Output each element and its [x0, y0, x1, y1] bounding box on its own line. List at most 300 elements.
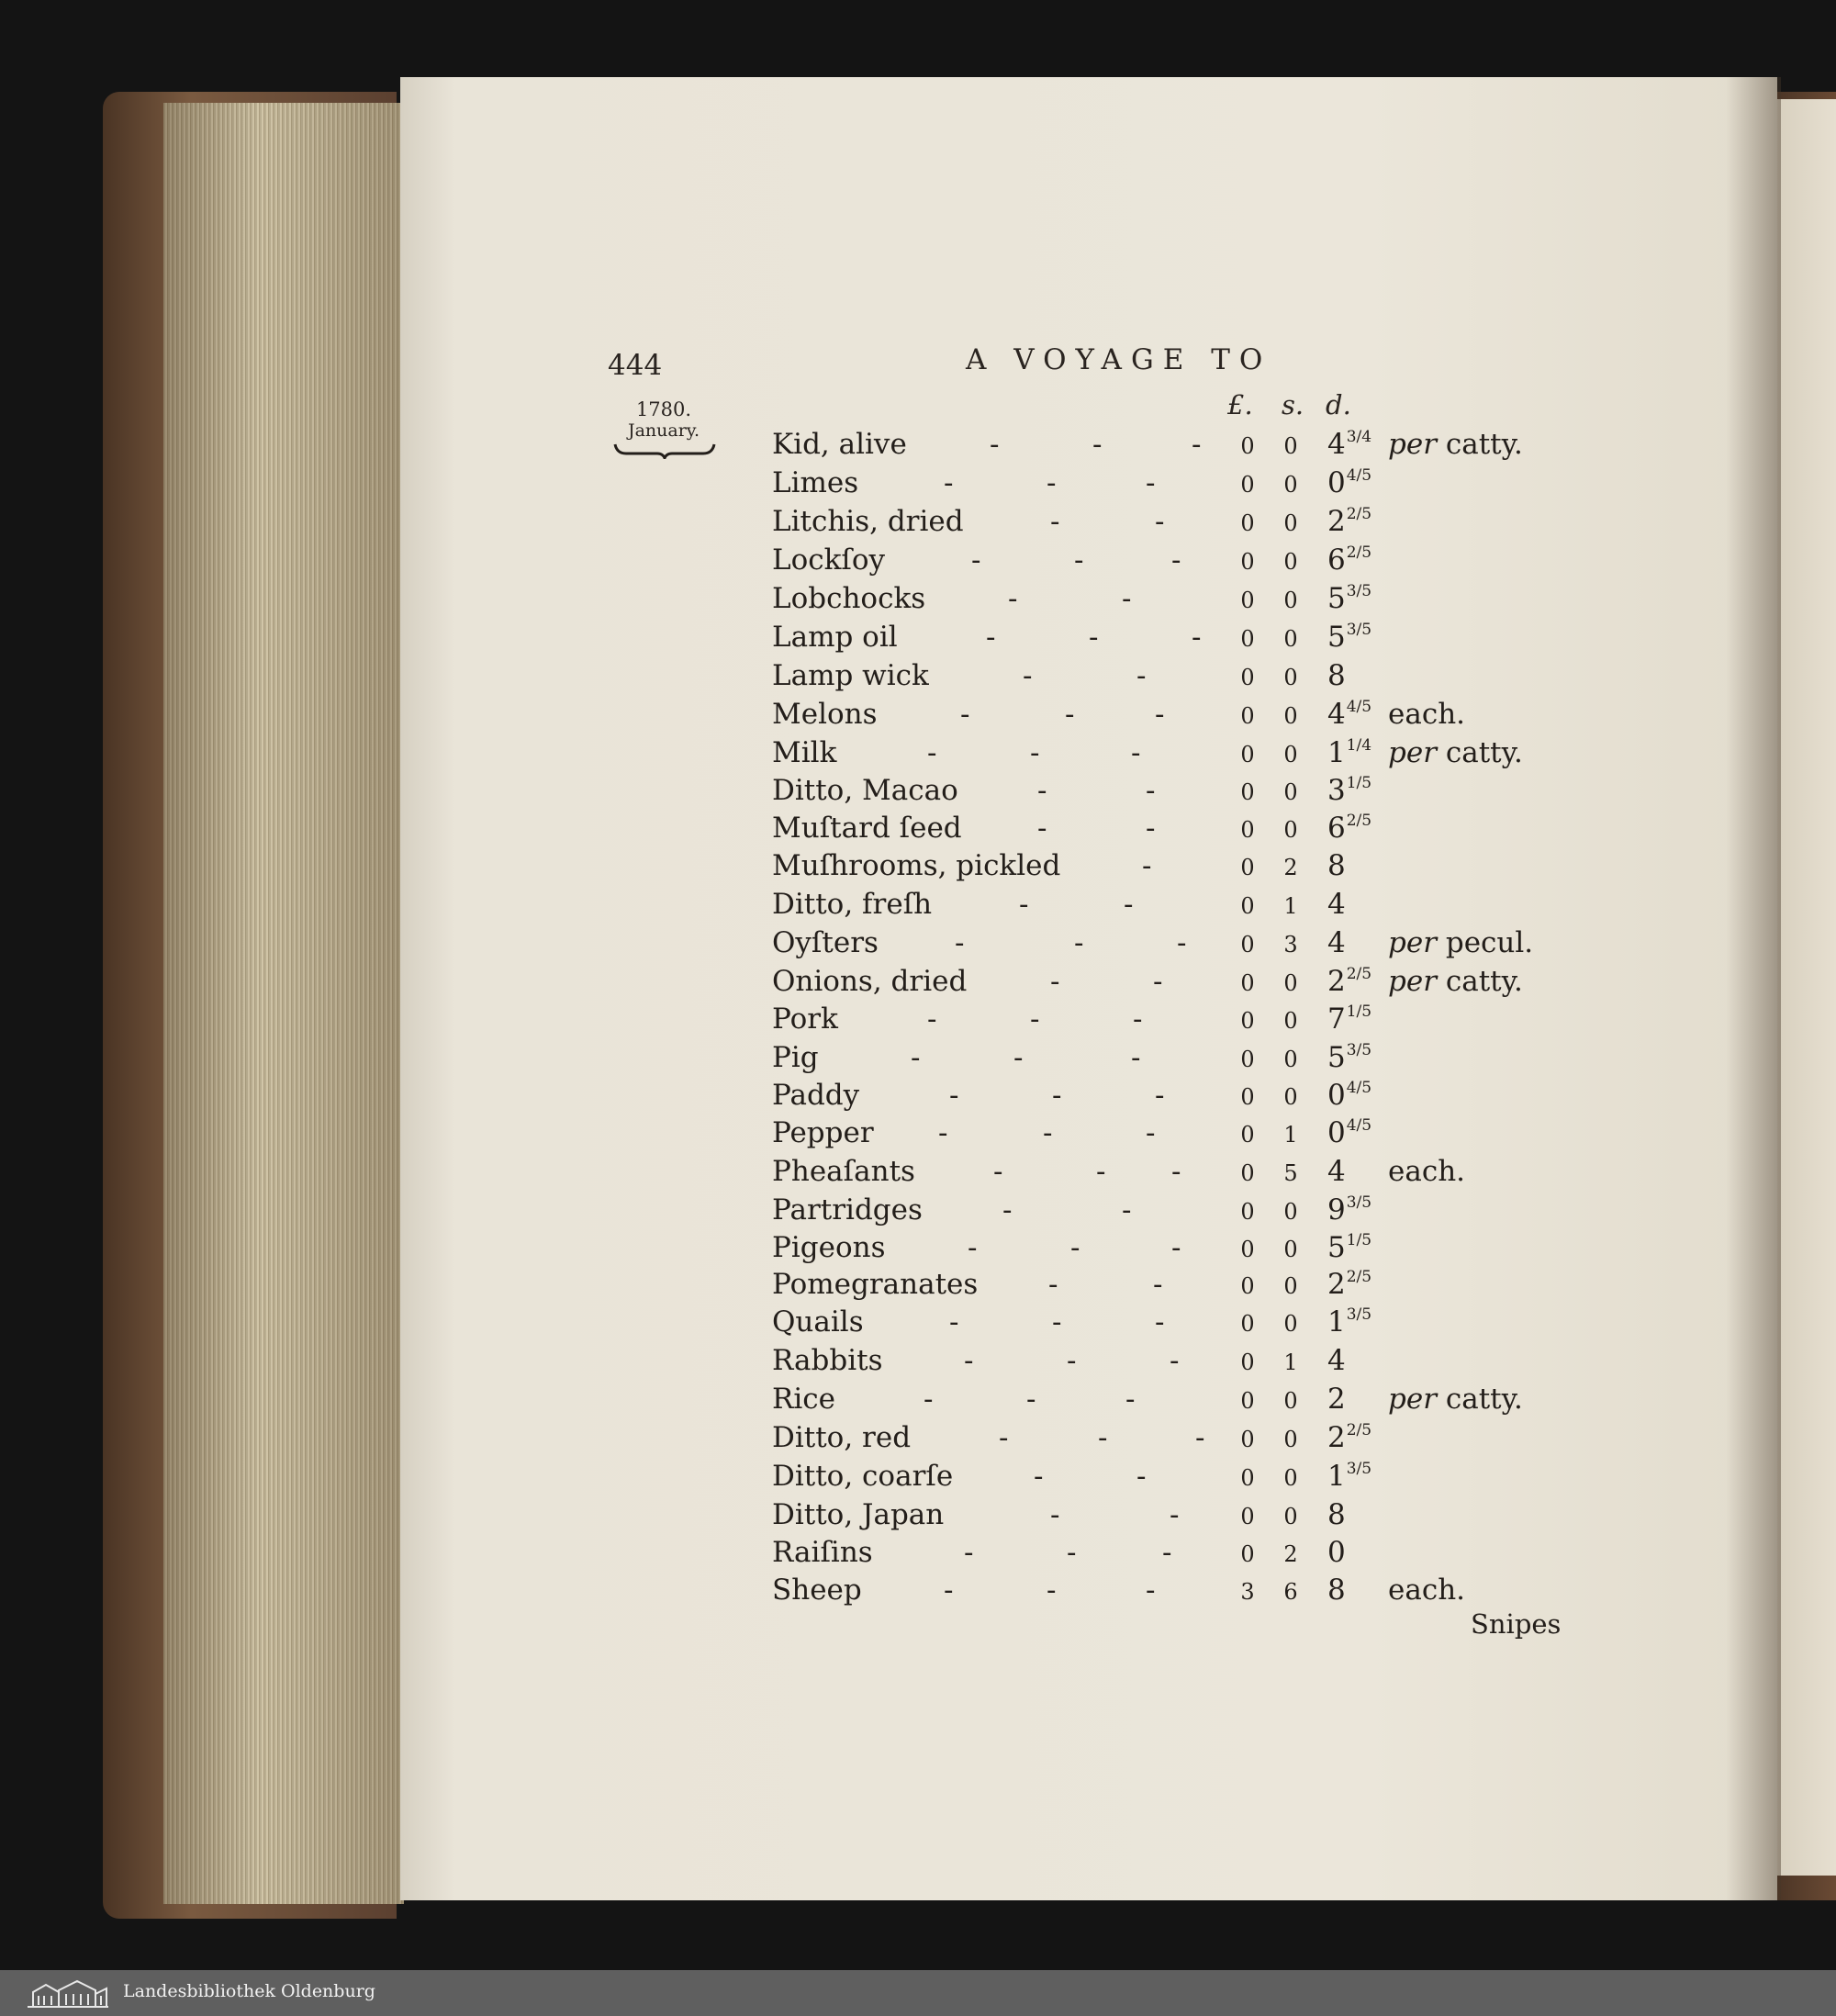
leader-dash: - — [1155, 505, 1165, 538]
shillings-value: 6 — [1283, 1579, 1298, 1605]
pence-fraction: 4/5 — [1346, 466, 1372, 485]
pence-fraction: 3/4 — [1346, 428, 1372, 446]
table-row — [0, 1305, 1377, 1344]
pounds-value: 0 — [1240, 549, 1255, 575]
table-row — [0, 543, 1377, 582]
pence-fraction: 1/4 — [1346, 736, 1372, 755]
unit-note-italic: per — [1388, 428, 1438, 461]
shillings-value: 0 — [1283, 1047, 1298, 1072]
leader-dash: - — [1047, 466, 1057, 499]
pence-value — [1327, 1268, 1371, 1301]
leader-dash: - — [1089, 621, 1099, 654]
pence-fraction: 2/5 — [1346, 505, 1372, 523]
pounds-value: 0 — [1240, 1465, 1255, 1491]
pence-whole: 4 — [1327, 926, 1346, 959]
pounds-value: 0 — [1240, 433, 1255, 459]
leader-dash: - — [1142, 849, 1152, 882]
pounds-value: 0 — [1240, 1273, 1255, 1299]
running-head: A VOYAGE TO — [966, 343, 1272, 376]
unit-note-text: catty. — [1437, 965, 1523, 998]
table-row — [0, 965, 1523, 1003]
item-name: Melons — [772, 698, 878, 731]
pence-whole: 6 — [1327, 812, 1346, 845]
unit-note-italic: per — [1388, 736, 1438, 769]
pounds-value: 0 — [1240, 1350, 1255, 1375]
shillings-value: 5 — [1283, 1160, 1298, 1186]
item-name: Pig — [772, 1041, 819, 1074]
leader-dash: - — [1013, 1041, 1024, 1074]
leader-dash: - — [1008, 582, 1018, 615]
table-row — [0, 1536, 1377, 1574]
leader-dash: - — [1131, 736, 1141, 769]
shillings-value: 0 — [1283, 626, 1298, 652]
pence-value — [1327, 1383, 1346, 1416]
leader-dash: - — [938, 1116, 948, 1149]
leader-dash: - — [955, 926, 965, 959]
leader-dash: - — [1002, 1193, 1013, 1226]
pence-whole: 5 — [1327, 621, 1346, 654]
item-name: Ditto, coarſe — [772, 1460, 954, 1493]
pence-whole: 4 — [1327, 888, 1346, 921]
pence-value — [1327, 1460, 1371, 1493]
item-name: Kid, alive — [772, 428, 907, 461]
unit-note — [1388, 926, 1533, 959]
pence-value — [1327, 1574, 1346, 1607]
unit-note — [1388, 736, 1523, 769]
pence-value — [1327, 1002, 1371, 1036]
unit-note — [1388, 1383, 1523, 1416]
shillings-value: 1 — [1283, 1122, 1298, 1148]
item-name: Muſhrooms, pickled — [772, 849, 1061, 882]
pence-fraction: 3/5 — [1346, 621, 1372, 639]
pounds-value: 0 — [1240, 855, 1255, 880]
shillings-value: 0 — [1283, 1427, 1298, 1452]
pence-whole: 2 — [1327, 1268, 1346, 1301]
pence-value — [1327, 736, 1371, 769]
unit-note-text: pecul. — [1437, 926, 1534, 959]
pence-fraction: 4/5 — [1346, 1079, 1372, 1097]
table-row — [0, 812, 1377, 850]
leader-dash: - — [1170, 1498, 1180, 1531]
pounds-value: 0 — [1240, 510, 1255, 536]
pounds-value: 3 — [1240, 1579, 1255, 1605]
side-note-month: January. — [627, 420, 700, 441]
leader-dash: - — [1050, 965, 1060, 998]
pounds-value: 0 — [1240, 779, 1255, 805]
leader-dash: - — [964, 1536, 974, 1569]
leader-dash: - — [971, 543, 981, 577]
leader-dash: - — [1070, 1231, 1080, 1264]
pence-fraction: 2/5 — [1346, 1421, 1372, 1439]
table-row — [0, 505, 1377, 543]
leader-dash: - — [1171, 1231, 1181, 1264]
pence-fraction: 3/5 — [1346, 582, 1372, 600]
leader-dash: - — [1146, 1574, 1156, 1607]
pence-value — [1327, 1305, 1371, 1338]
leader-dash: - — [1171, 543, 1181, 577]
column-head-shillings: s. — [1282, 389, 1304, 420]
leader-dash: - — [1052, 1305, 1062, 1338]
item-name: Muſtard ſeed — [772, 812, 962, 845]
leader-dash: - — [1050, 505, 1060, 538]
pence-whole: 5 — [1327, 582, 1346, 615]
item-name: Pigeons — [772, 1231, 886, 1264]
unit-note-italic: per — [1388, 1383, 1438, 1416]
unit-note-italic: per — [1388, 926, 1438, 959]
shillings-value: 0 — [1283, 472, 1298, 498]
item-name: Ditto, freſh — [772, 888, 933, 921]
pence-fraction: 4/5 — [1346, 1116, 1372, 1135]
pounds-value: 0 — [1240, 893, 1255, 919]
leader-dash: - — [949, 1079, 959, 1112]
item-name: Lockſoy — [772, 543, 886, 577]
pence-whole: 8 — [1327, 849, 1346, 882]
leader-dash: - — [960, 698, 970, 731]
book-page — [400, 77, 1777, 1900]
item-name: Milk — [772, 736, 837, 769]
pounds-value: 0 — [1240, 932, 1255, 958]
leader-dash: - — [944, 466, 954, 499]
leader-dash: - — [1065, 698, 1075, 731]
pence-value — [1327, 774, 1371, 807]
pounds-value: 0 — [1240, 970, 1255, 996]
pounds-value: 0 — [1240, 1237, 1255, 1262]
shillings-value: 0 — [1283, 665, 1298, 690]
pence-fraction: 2/5 — [1346, 965, 1372, 983]
pounds-value: 0 — [1240, 1199, 1255, 1225]
side-note-year: 1780. — [635, 398, 692, 420]
leader-dash: - — [1067, 1536, 1077, 1569]
leader-dash: - — [1043, 1116, 1053, 1149]
pence-whole: 4 — [1327, 698, 1346, 731]
table-row — [0, 926, 1534, 965]
shillings-value: 0 — [1283, 1388, 1298, 1414]
pence-fraction: 1/5 — [1346, 1002, 1372, 1021]
pounds-value: 0 — [1240, 665, 1255, 690]
pence-whole: 5 — [1327, 1041, 1346, 1074]
table-row — [0, 1231, 1377, 1270]
leader-dash: - — [1067, 1344, 1077, 1377]
leader-dash: - — [1124, 888, 1134, 921]
unit-note — [1388, 698, 1465, 731]
table-row — [0, 736, 1523, 775]
pence-value — [1327, 1498, 1346, 1531]
leader-dash: - — [1096, 1155, 1106, 1188]
pounds-value: 0 — [1240, 742, 1255, 767]
pence-fraction: 3/5 — [1346, 1460, 1372, 1478]
shillings-value: 0 — [1283, 817, 1298, 843]
leader-dash: - — [1136, 1460, 1147, 1493]
leader-dash: - — [1155, 698, 1165, 731]
unit-note — [1388, 1574, 1465, 1607]
leader-dash: - — [1092, 428, 1103, 461]
pence-whole: 8 — [1327, 1498, 1346, 1531]
shillings-value: 0 — [1283, 779, 1298, 805]
pounds-value: 0 — [1240, 1008, 1255, 1034]
pounds-value: 0 — [1240, 1160, 1255, 1186]
shillings-value: 0 — [1283, 1311, 1298, 1337]
item-name: Paddy — [772, 1079, 860, 1112]
unit-note-italic: per — [1388, 965, 1438, 998]
shillings-value: 0 — [1283, 970, 1298, 996]
table-row — [0, 1421, 1377, 1460]
pounds-value: 0 — [1240, 1311, 1255, 1337]
leader-dash: - — [1050, 1498, 1060, 1531]
pence-value — [1327, 428, 1371, 461]
table-row — [0, 1460, 1377, 1498]
pence-fraction: 3/5 — [1346, 1193, 1372, 1212]
table-row — [0, 1574, 1466, 1612]
pounds-value: 0 — [1240, 1504, 1255, 1529]
table-row — [0, 621, 1377, 659]
leader-dash: - — [1048, 1268, 1058, 1301]
item-name: Raiſins — [772, 1536, 873, 1569]
pence-fraction: 1/5 — [1346, 774, 1372, 792]
leader-dash: - — [1052, 1079, 1062, 1112]
shillings-value: 0 — [1283, 549, 1298, 575]
leader-dash: - — [993, 1155, 1003, 1188]
pounds-value: 0 — [1240, 588, 1255, 613]
pence-value — [1327, 812, 1371, 845]
footer-bar — [0, 1970, 1836, 2016]
pence-value — [1327, 1193, 1371, 1226]
leader-dash: - — [924, 1383, 934, 1416]
pence-value — [1327, 698, 1371, 731]
pence-value — [1327, 965, 1371, 998]
pounds-value: 0 — [1240, 626, 1255, 652]
shillings-value: 1 — [1283, 893, 1298, 919]
unit-note-text: catty. — [1437, 428, 1523, 461]
pence-whole: 2 — [1327, 505, 1346, 538]
pounds-value: 0 — [1240, 1427, 1255, 1452]
item-name: Ditto, Japan — [772, 1498, 945, 1531]
table-row — [0, 774, 1377, 812]
shillings-value: 0 — [1283, 510, 1298, 536]
gutter-shadow — [1726, 77, 1781, 1900]
pence-whole: 7 — [1327, 1002, 1346, 1036]
shillings-value: 0 — [1283, 1199, 1298, 1225]
pence-value — [1327, 582, 1371, 615]
pence-whole: 2 — [1327, 1421, 1346, 1454]
pence-whole: 1 — [1327, 1305, 1346, 1338]
leader-dash: - — [1019, 888, 1029, 921]
table-row — [0, 428, 1523, 466]
leader-dash: - — [1192, 621, 1202, 654]
item-name: Pepper — [772, 1116, 874, 1149]
pounds-value: 0 — [1240, 1084, 1255, 1110]
pence-value — [1327, 1155, 1346, 1188]
leader-dash: - — [968, 1231, 978, 1264]
table-row — [0, 1193, 1377, 1232]
table-row — [0, 1344, 1377, 1383]
facing-page — [1776, 99, 1836, 1876]
leader-dash: - — [1192, 428, 1202, 461]
item-name: Pork — [772, 1002, 838, 1036]
leader-dash: - — [1171, 1155, 1181, 1188]
pence-value — [1327, 1116, 1371, 1149]
pence-whole: 8 — [1327, 659, 1346, 692]
leader-dash: - — [1131, 1041, 1141, 1074]
unit-note-text: each. — [1388, 698, 1466, 731]
column-head-pence: d. — [1326, 389, 1351, 420]
leader-dash: - — [1170, 1344, 1180, 1377]
pence-value — [1327, 1421, 1371, 1454]
leader-dash: - — [1146, 1116, 1156, 1149]
unit-note — [1388, 428, 1523, 461]
catchword: Snipes — [1471, 1608, 1562, 1640]
pence-fraction: 2/5 — [1346, 812, 1372, 830]
leader-dash: - — [1146, 774, 1156, 807]
leader-dash: - — [1034, 1460, 1044, 1493]
leader-dash: - — [1146, 812, 1156, 845]
pence-whole: 4 — [1327, 428, 1346, 461]
item-name: Lamp wick — [772, 659, 929, 692]
table-row — [0, 1041, 1377, 1080]
item-name: Litchis, dried — [772, 505, 964, 538]
pounds-value: 0 — [1240, 472, 1255, 498]
leader-dash: - — [927, 1002, 937, 1036]
table-row — [0, 582, 1377, 621]
table-row — [0, 1383, 1523, 1421]
leader-dash: - — [1153, 965, 1163, 998]
pence-whole: 0 — [1327, 1079, 1346, 1112]
shillings-value: 2 — [1283, 855, 1298, 880]
table-row — [0, 1155, 1466, 1193]
pence-value — [1327, 1536, 1346, 1569]
pence-fraction: 1/5 — [1346, 1231, 1372, 1249]
shillings-value: 0 — [1283, 742, 1298, 767]
pence-whole: 0 — [1327, 1116, 1346, 1149]
leader-dash: - — [1146, 466, 1156, 499]
leader-dash: - — [1155, 1079, 1165, 1112]
leader-dash: - — [1030, 1002, 1040, 1036]
table-row — [0, 1268, 1377, 1306]
table-row — [0, 1116, 1377, 1155]
pence-whole: 1 — [1327, 1460, 1346, 1493]
leader-dash: - — [1026, 1383, 1036, 1416]
leader-dash: - — [1047, 1574, 1057, 1607]
shillings-value: 0 — [1283, 1084, 1298, 1110]
pence-whole: 1 — [1327, 736, 1346, 769]
item-name: Rice — [772, 1383, 835, 1416]
leader-dash: - — [1023, 659, 1033, 692]
table-row — [0, 659, 1377, 698]
leader-dash: - — [1037, 774, 1047, 807]
pence-whole: 4 — [1327, 1155, 1346, 1188]
leader-dash: - — [1122, 582, 1132, 615]
shillings-value: 0 — [1283, 703, 1298, 729]
pence-value — [1327, 505, 1371, 538]
pence-whole: 8 — [1327, 1574, 1346, 1607]
item-name: Pheaſants — [772, 1155, 915, 1188]
pounds-value: 0 — [1240, 1047, 1255, 1072]
pence-whole: 2 — [1327, 1383, 1346, 1416]
leader-dash: - — [1133, 1002, 1143, 1036]
pounds-value: 0 — [1240, 817, 1255, 843]
item-name: Ditto, Macao — [772, 774, 958, 807]
pence-whole: 0 — [1327, 466, 1346, 499]
pence-value — [1327, 659, 1346, 692]
leader-dash: - — [1153, 1268, 1163, 1301]
table-row — [0, 888, 1377, 926]
leader-dash: - — [1136, 659, 1147, 692]
table-row — [0, 849, 1377, 888]
pence-value — [1327, 849, 1346, 882]
leader-dash: - — [1162, 1536, 1172, 1569]
column-head-pounds: £. — [1227, 389, 1253, 420]
pounds-value: 0 — [1240, 1388, 1255, 1414]
pence-value — [1327, 1344, 1346, 1377]
leader-dash: - — [1074, 926, 1084, 959]
pence-fraction: 4/5 — [1346, 698, 1372, 716]
pence-value — [1327, 1041, 1371, 1074]
leader-dash: - — [949, 1305, 959, 1338]
shillings-value: 0 — [1283, 433, 1298, 459]
shillings-value: 2 — [1283, 1541, 1298, 1567]
leader-dash: - — [911, 1041, 921, 1074]
leader-dash: - — [1125, 1383, 1136, 1416]
unit-note — [1388, 1155, 1465, 1188]
library-building-icon — [24, 1977, 112, 2009]
leader-dash: - — [986, 621, 996, 654]
pence-fraction: 3/5 — [1346, 1041, 1372, 1059]
pence-value — [1327, 888, 1346, 921]
pounds-value: 0 — [1240, 1122, 1255, 1148]
item-name: Pomegranates — [772, 1268, 979, 1301]
item-name: Partridges — [772, 1193, 923, 1226]
leader-dash: - — [1074, 543, 1084, 577]
leader-dash: - — [1122, 1193, 1132, 1226]
leader-dash: - — [1030, 736, 1040, 769]
pounds-value: 0 — [1240, 703, 1255, 729]
leader-dash: - — [1037, 812, 1047, 845]
shillings-value: 0 — [1283, 588, 1298, 613]
page-number: 444 — [608, 349, 663, 382]
leader-dash: - — [1098, 1421, 1108, 1454]
table-row — [0, 1498, 1377, 1537]
pence-whole: 6 — [1327, 543, 1346, 577]
pence-value — [1327, 926, 1346, 959]
item-name: Limes — [772, 466, 859, 499]
unit-note-text: each. — [1388, 1155, 1466, 1188]
pence-whole: 4 — [1327, 1344, 1346, 1377]
item-name: Lobchocks — [772, 582, 926, 615]
leader-dash: - — [999, 1421, 1009, 1454]
table-row — [0, 1002, 1377, 1041]
pence-whole: 9 — [1327, 1193, 1346, 1226]
pence-fraction: 2/5 — [1346, 543, 1372, 562]
unit-note — [1388, 965, 1523, 998]
pence-value — [1327, 1079, 1371, 1112]
pence-value — [1327, 1231, 1371, 1264]
shillings-value: 0 — [1283, 1504, 1298, 1529]
unit-note-text: each. — [1388, 1574, 1466, 1607]
shillings-value: 3 — [1283, 932, 1298, 958]
pence-whole: 2 — [1327, 965, 1346, 998]
item-name: Onions, dried — [772, 965, 968, 998]
shillings-value: 1 — [1283, 1350, 1298, 1375]
leader-dash: - — [964, 1344, 974, 1377]
leader-dash: - — [927, 736, 937, 769]
unit-note-text: catty. — [1437, 1383, 1523, 1416]
pence-whole: 3 — [1327, 774, 1346, 807]
shillings-value: 0 — [1283, 1008, 1298, 1034]
item-name: Oyſters — [772, 926, 879, 959]
table-row — [0, 466, 1377, 505]
pence-whole: 0 — [1327, 1536, 1346, 1569]
pence-fraction: 3/5 — [1346, 1305, 1372, 1324]
pence-value — [1327, 466, 1371, 499]
